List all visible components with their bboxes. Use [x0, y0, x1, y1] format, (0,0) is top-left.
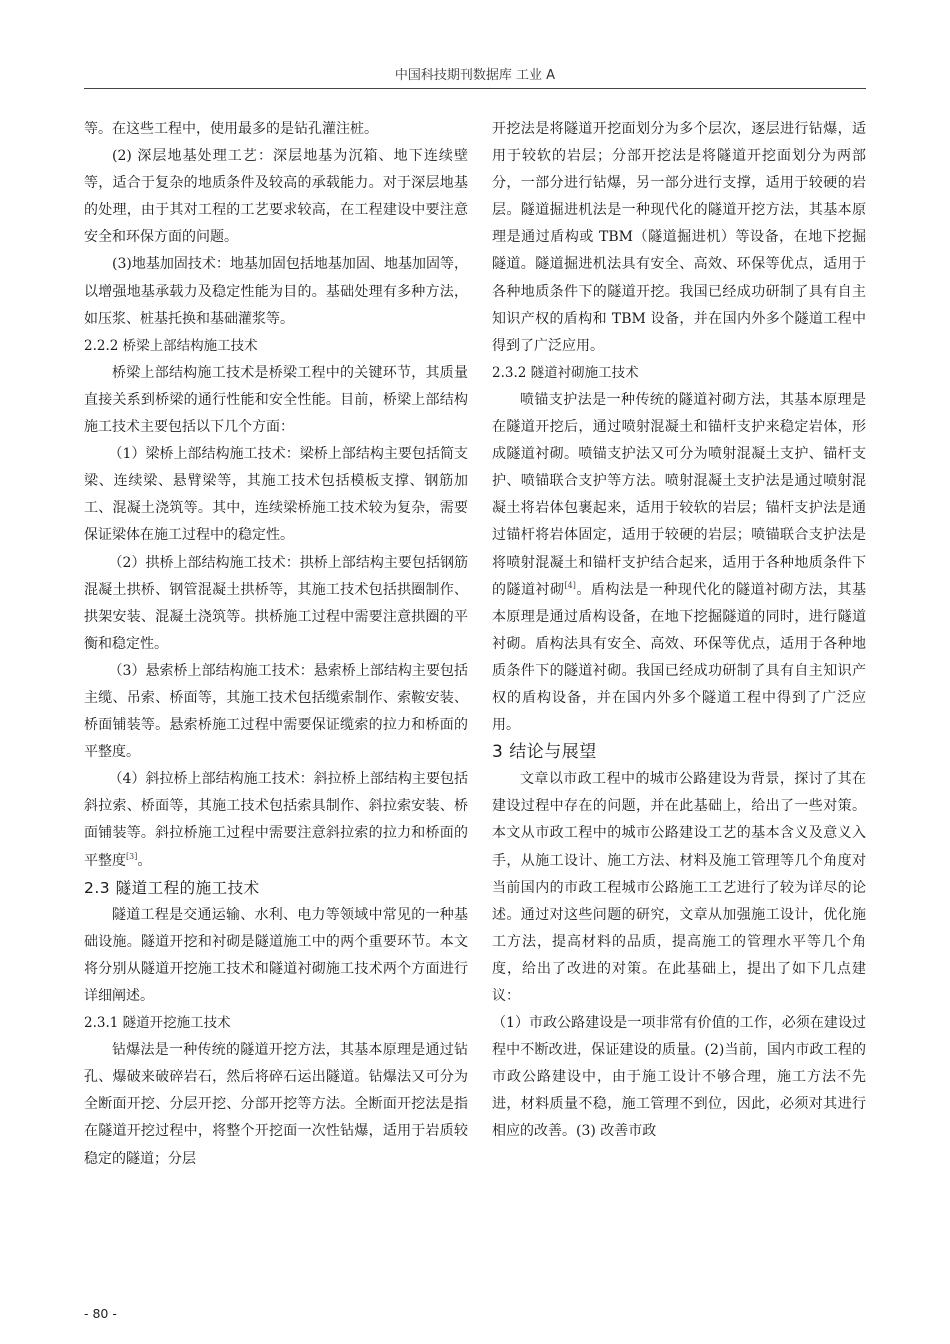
paragraph: (3)地基加固技术：地基加固包括地基加固、地基加固等，以增强地基承载力及稳定性能为目的。基础处理有多种方法，如压浆、桩基托换和基础灌浆等。	[84, 256, 468, 327]
paragraph-text: 。	[137, 852, 152, 869]
paragraph: （3）悬索桥上部结构施工技术：悬索桥上部结构主要包括主缆、吊索、桥面等，其施工技术包括缆索制作、索鞍安装、桥面铺装等。悬索桥施工过程中需要保证缆索的拉力和桥面的平整度。	[84, 662, 468, 761]
paragraph: （1）市政公路建设是一项非常有价值的工作，必须在建设过程中不断改进，保证建设的质量。(2)当前，国内市政工程的市政公路建设中，由于施工设计不够合理，施工方法不先进，材料质量不稳，施工管理不到位，因此，必须对其进行相应的改善。(3) 改善市政	[492, 1015, 866, 1140]
paragraph: （2）拱桥上部结构施工技术：拱桥上部结构主要包括钢筋混凝土拱桥、钢管混凝土拱桥等，其施工技术包括拱圈制作、拱架安装、混凝土浇筑等。拱桥施工过程中需要注意拱圈的平衡和稳定性。	[84, 554, 468, 652]
citation-ref-4[interactable]: [4]	[564, 580, 576, 590]
paragraph: 桥梁上部结构施工技术是桥梁工程中的关键环节，其质量直接关系到桥梁的通行性能和安全性能。目前，桥梁上部结构施工技术主要包括以下几个方面：	[84, 364, 468, 436]
paragraph-text: （4）斜拉桥上部结构施工技术：斜拉桥上部结构主要包括斜拉索、桥面等，其施工技术包括索具制作、斜拉索安装、桥面铺装等。斜拉桥施工过程中需要注意斜拉索的拉力和桥面的平整度	[84, 771, 468, 869]
paragraph-text: 喷锚支护法是一种传统的隧道衬砌方法，其基本原理是在隧道开挖后，通过喷射混凝土和锚杆支护来稳定岩体，形成隧道衬砌。喷锚支护法又可分为喷射混凝土支护、锚杆支护、喷锚联合支护等方法。喷射混凝土支护法是通过喷射混凝土将岩体包裹起来，适用于较软的岩层；锚杆支护法是通过锚杆将岩体固定，适用于较硬的岩层；喷锚联合支护法是将喷射混凝土和锚杆支护结合起来，适用于各种地质条件下的隧道衬砌	[492, 391, 866, 598]
left-column	[84, 116, 468, 1173]
paragraph: 等。在这些工程中，使用最多的是钻孔灌注桩。	[84, 121, 378, 137]
section-heading-2-3: 2.3 隧道工程的施工技术	[84, 878, 260, 897]
section-heading-2-3-1: 2.3.1 隧道开挖施工技术	[84, 1015, 231, 1032]
paragraph	[492, 387, 866, 739]
section-heading-3: 3 结论与展望	[492, 742, 597, 763]
paragraph: （1）梁桥上部结构施工技术：梁桥上部结构主要包括简支梁、连续梁、悬臂梁等，其施工技术包括模板支撑、钢筋加工、混凝土浇筑等。其中，连续梁桥施工技术较为复杂，需要保证梁体在施工过程中的稳定性。	[84, 446, 468, 544]
paragraph: (2) 深层地基处理工艺：深层地基为沉箱、地下连续壁等，适合于复杂的地质条件及较高的承载能力。对于深层地基的处理，由于其对工程的工艺要求较高，在工程建设中要注意安全和环保方面的问题。	[84, 148, 468, 246]
section-heading-2-3-2: 2.3.2 隧道衬砌施工技术	[492, 364, 639, 381]
journal-header: 中国科技期刊数据库 工业 A	[394, 68, 556, 83]
page-number: - 80 -	[84, 1306, 117, 1321]
right-column	[492, 116, 866, 1146]
paragraph: 隧道工程是交通运输、水利、电力等领域中常见的一种基础设施。隧道开挖和衬砌是隧道施工中的两个重要环节。本文将分别从隧道开挖施工技术和隧道衬砌施工技术两个方面进行详细阐述。	[84, 906, 468, 1004]
paragraph-text: 。盾构法是一种现代化的隧道衬砌方法，其基本原理是通过盾构设备，在地下挖掘隧道的同时，进行隧道衬砌。盾构法具有安全、高效、环保等优点，适用于各种地质条件下的隧道衬砌。我国已经成功研制了具有自主知识产权的盾构设备，并在国内外多个隧道工程中得到了广泛应用。	[492, 581, 866, 734]
header-rule	[84, 88, 866, 89]
section-heading-2-2-2: 2.2.2 桥梁上部结构施工技术	[84, 337, 258, 354]
citation-ref-3[interactable]: [3]	[126, 851, 138, 861]
paragraph: 钻爆法是一种传统的隧道开挖方法，其基本原理是通过钻孔、爆破来破碎岩石，然后将碎石运出隧道。钻爆法又可分为全断面开挖、分层开挖、分部开挖等方法。全断面开挖法是指在隧道开挖过程中，将整个开挖面一次性钻爆，适用于岩质较稳定的隧道；分层	[84, 1042, 468, 1167]
paragraph: 文章以市政工程中的城市公路建设为背景，探讨了其在建设过程中存在的问题，并在此基础上，给出了一些对策。本文从市政工程中的城市公路建设工艺的基本含义及意义入手，从施工设计、施工方法、材料及施工管理等几个角度对当前国内的市政工程城市公路施工工艺进行了较为详尽的论述。通过对这些问题的研究，文章从加强施工设计，优化施工方法，提高材料的品质，提高施工的管理水平等几个角度，给出了改进的对策。在此基础上，提出了如下几点建议：	[492, 771, 866, 1004]
paragraph: 开挖法是将隧道开挖面划分为多个层次，逐层进行钻爆，适用于较软的岩层；分部开挖法是将隧道开挖面划分为两部分，一部分进行钻爆，另一部分进行支撑，适用于较硬的岩层。隧道掘进机法是一种现代化的隧道开挖方法，其基本原理是通过盾构或 TBM（隧道掘进机）等设备，在地下挖掘隧道。隧道掘进机法具有安全、高效、环保等优点，适用于各种地质条件下的隧道开挖。我国已经成功研制了具有自主知识产权的盾构和 TBM 设备，并在国内外多个隧道工程中得到了广泛应用。	[492, 121, 866, 354]
paragraph	[84, 766, 468, 874]
